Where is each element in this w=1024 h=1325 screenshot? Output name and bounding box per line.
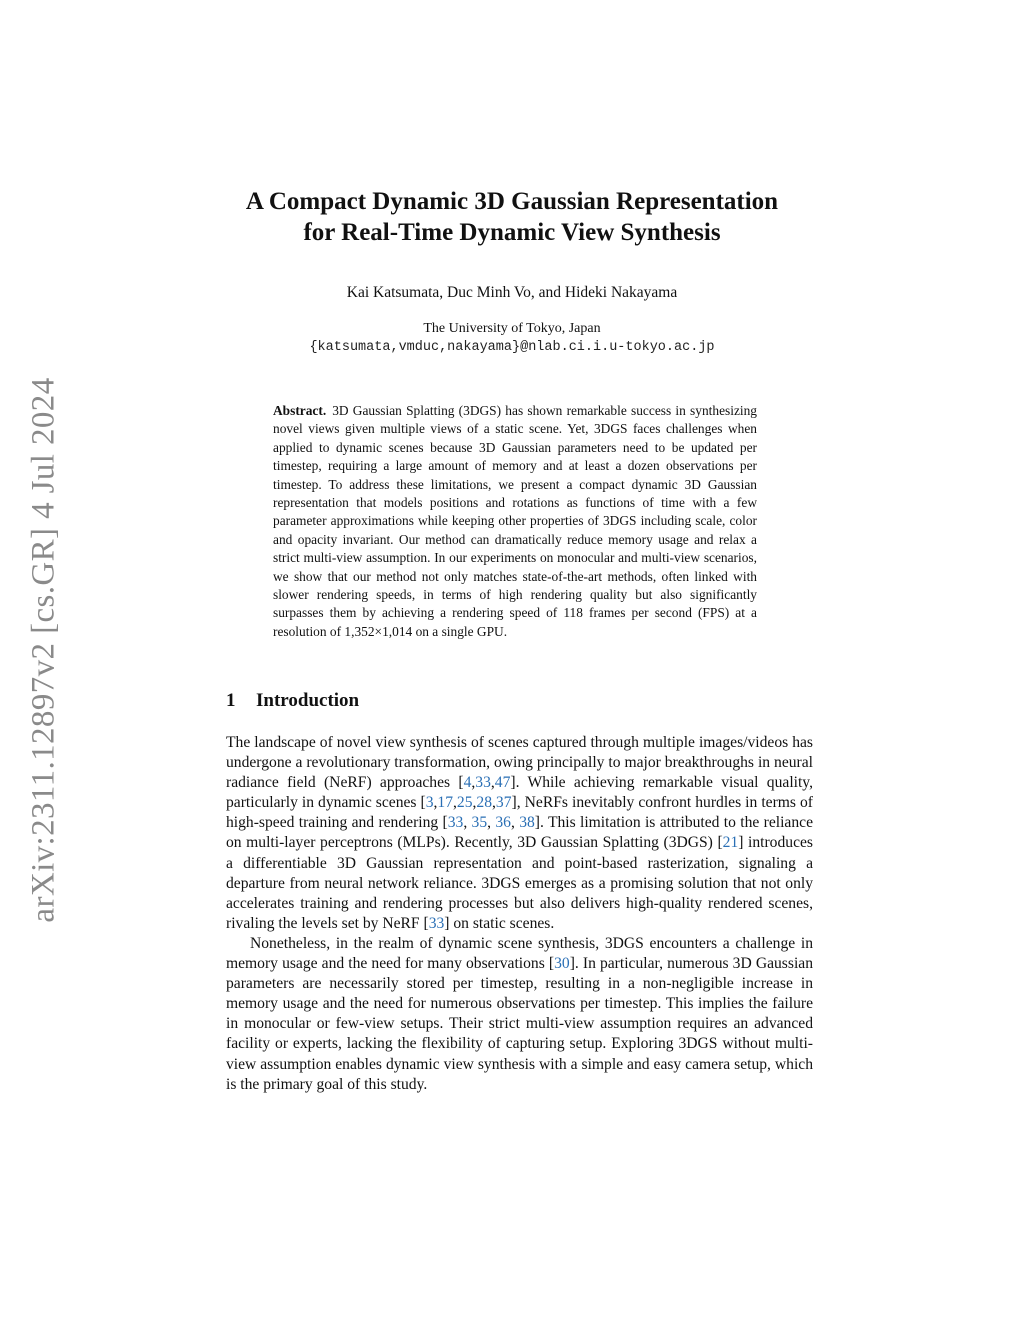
- section-number: 1: [226, 690, 236, 711]
- arxiv-identifier-stamp: arXiv:2311.12897v2 [cs.GR] 4 Jul 2024: [25, 377, 62, 923]
- introduction-body: [226, 733, 813, 1095]
- paragraph-text: ]. While achieving remarkable visual quality, particularly in dynamic scenes [: [226, 774, 813, 812]
- paper-title: [0, 186, 1024, 248]
- citation-link[interactable]: 21: [722, 834, 739, 852]
- paragraph-text: The landscape of novel view synthesis of scenes captured through multiple images/videos has undergone a revolutionary transformation, owing principally to major breakthroughs in neural radiance field (NeRF) approaches [: [226, 734, 813, 792]
- citation-link[interactable]: 36: [495, 814, 511, 832]
- abstract: [273, 402, 757, 641]
- citation-link[interactable]: 17: [437, 794, 454, 812]
- paper-title-line-1: A Compact Dynamic 3D Gaussian Representation: [245, 188, 779, 215]
- citation-link[interactable]: 38: [519, 814, 535, 832]
- citation-link[interactable]: 25: [456, 794, 473, 812]
- citation-link[interactable]: 33: [447, 814, 464, 832]
- citation-link[interactable]: 30: [554, 955, 570, 973]
- section-title: Introduction: [256, 690, 360, 711]
- paragraph-text: ]. In particular, numerous 3D Gaussian parameters are necessarily stored per timestep, resulting in a non-negligible increase in memory usage and the need for numerous observations per timestep. This implies the failure in monocular or few-view setups. Their strict multi-view assumption requires an advanced facility or experts, lacking the flexibility of capturing setup. Exploring 3DGS without multi-view assumption enables dynamic view synthesis with a simple and easy camera setup, which is the primary goal of this study.: [226, 955, 813, 1093]
- affiliation-block: [0, 319, 1024, 357]
- paragraph-text: ]. This limitation is attributed to the reliance on multi-layer perceptrons (MLPs). Recently, 3D Gaussian Splatting (3DGS) [: [226, 814, 813, 852]
- paragraph-text: ] on static scenes.: [444, 914, 555, 932]
- paragraph-text: Nonetheless, in the realm of dynamic scene synthesis, 3DGS encounters a challenge in memory usage and the need for many observations [: [226, 934, 813, 973]
- introduction-paragraph-1: The landscape of novel view synthesis of scenes captured through multiple images/videos has undergone a revolutionary transformation, owing principally to major breakthroughs in neural radiance field (NeRF) approaches [4,33,47]. While achieving remarkable visual quality, particularly in dynamic scenes [3,17,25,28,37], NeRFs inevitably confront hurdles in terms of high-speed training and rendering [33, 35, 36, 38]. This limitation is attributed to the reliance on multi-layer perceptrons (MLPs). Recently, 3D Gaussian Splatting (3DGS) [21] introduces a differentiable 3D Gaussian representation and point-based rasterization, signaling a departure from neural network reliance. 3DGS emerges as a promising solution that not only accelerates training and rendering processes but also delivers high-quality rendered scenes, rivaling the levels set by NeRF [33] on static scenes.: [226, 734, 814, 932]
- citation-link[interactable]: 3: [425, 794, 434, 812]
- abstract-label: Abstract.: [273, 403, 327, 418]
- section-heading-introduction: [226, 690, 359, 712]
- citation-link[interactable]: 35: [471, 814, 488, 832]
- citation-link[interactable]: 37: [495, 794, 512, 812]
- paper-title-line-2: for Real-Time Dynamic View Synthesis: [303, 219, 721, 246]
- abstract-text: 3D Gaussian Splatting (3DGS) has shown remarkable success in synthesizing novel views given multiple views of a static scene. Yet, 3DGS faces challenges when applied to dynamic scenes because 3D Gaussian parameters need to be updated per timestep, requiring a large amount of memory and at least a dozen observations per timestep. To address these limitations, we present a compact dynamic 3D Gaussian representation that models positions and rotations as functions of time with a few parameter approximations while keeping other properties of 3DGS including scale, color and opacity invariant. Our method can dramatically reduce memory usage and relax a strict multi-view assumption. In our experiments on monocular and multi-view scenarios, we show that our method not only matches state-of-the-art methods, often linked with slower rendering speeds, in terms of high rendering quality but also significantly surpasses them by achieving a rendering speed of 118 frames per second (FPS) at a resolution of 1,352×1,014 on a single GPU.: [273, 403, 757, 639]
- citation-link[interactable]: 4: [463, 774, 472, 792]
- introduction-paragraph-2: [226, 934, 813, 1095]
- paragraph-text: ], NeRFs inevitably confront hurdles in terms of high-speed training and rendering [: [226, 794, 814, 832]
- citation-link[interactable]: 33: [475, 774, 491, 792]
- paragraph-text: ] introduces a differentiable 3D Gaussian representation and point-based rasterization, signaling a departure from neural network reliance. 3DGS emerges as a promising solution that not only accelerates training and rendering processes but also delivers high-quality rendered scenes, rivaling the levels set by NeRF [: [226, 834, 813, 932]
- citation-link[interactable]: 47: [494, 774, 511, 792]
- author-list: Kai Katsumata, Duc Minh Vo, and Hideki Nakayama: [346, 284, 678, 301]
- citation-link[interactable]: 28: [476, 794, 493, 812]
- author-emails: {katsumata,vmduc,nakayama}@nlab.ci.i.u-tokyo.ac.jp: [309, 340, 715, 355]
- affiliation: The University of Tokyo, Japan: [423, 321, 601, 336]
- citation-link[interactable]: 33: [428, 914, 445, 932]
